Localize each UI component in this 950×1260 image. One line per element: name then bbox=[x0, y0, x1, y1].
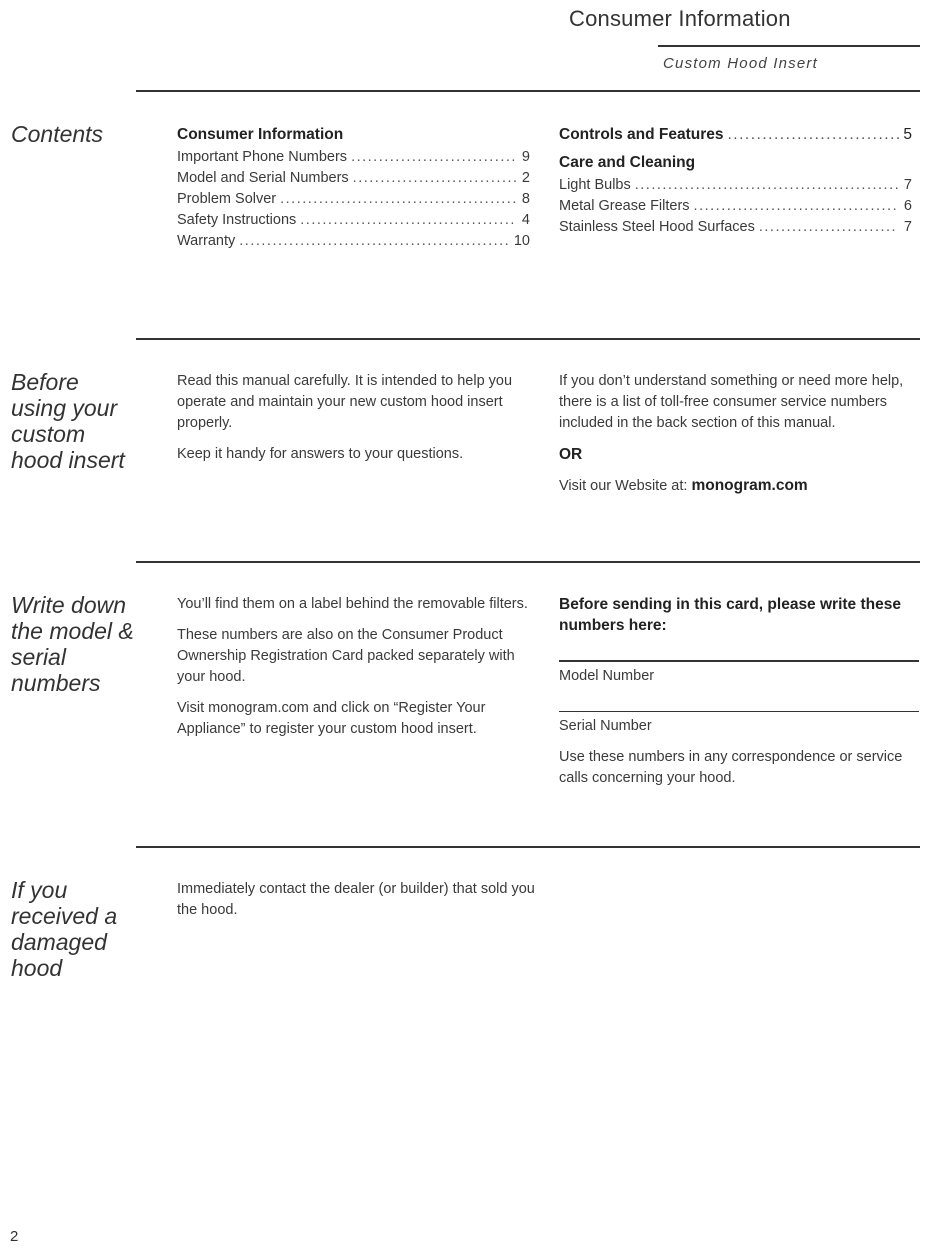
toc-leader bbox=[239, 231, 510, 252]
header-divider bbox=[658, 45, 920, 47]
toc-item-page: 7 bbox=[903, 219, 912, 235]
toc-item-label: Important Phone Numbers bbox=[177, 149, 348, 165]
toc-item-page: 10 bbox=[513, 233, 530, 249]
before-using-left-column bbox=[177, 371, 527, 475]
paragraph: Keep it handy for answers to your questions. bbox=[177, 446, 464, 462]
section-divider-contents bbox=[136, 90, 920, 92]
toc-item[interactable] bbox=[177, 147, 530, 168]
toc-item-label: Light Bulbs bbox=[559, 177, 631, 193]
toc-leader bbox=[351, 147, 516, 168]
model-number-label: Model Number bbox=[559, 667, 655, 684]
toc-item[interactable] bbox=[177, 168, 530, 189]
toc-item-page: 6 bbox=[903, 198, 912, 214]
page-number: 2 bbox=[10, 1228, 19, 1245]
section-divider-damaged bbox=[136, 846, 920, 848]
paragraph: Use these numbers in any correspondence or service calls concerning your hood. bbox=[559, 749, 903, 786]
section-title-write-down: Write down the model & serial numbers bbox=[11, 592, 134, 696]
toc-item[interactable] bbox=[177, 189, 530, 210]
section-title-before-using: Before using your custom hood insert bbox=[11, 369, 125, 473]
toc-item-page: 9 bbox=[521, 149, 530, 165]
toc-item-page: 7 bbox=[903, 177, 912, 193]
toc-item-label: Warranty bbox=[177, 233, 236, 249]
website-link[interactable]: monogram.com bbox=[691, 477, 808, 494]
toc-item[interactable] bbox=[177, 231, 530, 252]
paragraph: These numbers are also on the Consumer Product Ownership Registration Card packed separately with your hood. bbox=[177, 627, 515, 685]
write-numbers-heading: Before sending in this card, please write these numbers here: bbox=[559, 596, 901, 634]
page-header-subtitle: Custom Hood Insert bbox=[663, 55, 818, 72]
toc-item-page: 2 bbox=[521, 170, 530, 186]
paragraph: Read this manual carefully. It is intended to help you operate and maintain your new custom hood insert properly. bbox=[177, 373, 513, 431]
section-title-contents: Contents bbox=[11, 121, 104, 147]
section-title-damaged: If you received a damaged hood bbox=[11, 877, 118, 981]
write-down-left-column bbox=[177, 594, 532, 750]
toc-leader bbox=[300, 210, 516, 231]
paragraph: If you don’t understand something or need more help, there is a list of toll-free consumer service numbers included in the back section of this manual. bbox=[559, 373, 904, 431]
toc-item[interactable] bbox=[559, 196, 912, 217]
toc-item-page: 4 bbox=[521, 212, 530, 228]
write-down-right-column bbox=[559, 594, 919, 799]
paragraph: Visit monogram.com and click on “Register Your Appliance” to register your custom hood insert. bbox=[177, 700, 486, 737]
website-line bbox=[559, 475, 919, 497]
or-label: OR bbox=[559, 446, 583, 463]
toc-item-label: Stainless Steel Hood Surfaces bbox=[559, 219, 755, 235]
toc-item-page: 5 bbox=[903, 126, 912, 143]
contents-left-column bbox=[177, 124, 530, 252]
toc-item-label: Safety Instructions bbox=[177, 212, 297, 228]
paragraph: Immediately contact the dealer (or builder) that sold you the hood. bbox=[177, 881, 535, 918]
toc-item-label: Model and Serial Numbers bbox=[177, 170, 349, 186]
section-divider-before-using bbox=[136, 338, 920, 340]
toc-item-label: Problem Solver bbox=[177, 191, 277, 207]
contents-right-column bbox=[559, 124, 912, 238]
toc-leader bbox=[635, 175, 898, 196]
section-divider-write-down bbox=[136, 561, 920, 563]
website-prefix: Visit our Website at: bbox=[559, 478, 692, 494]
toc-heading-consumer-information: Consumer Information bbox=[177, 126, 344, 143]
toc-item-label: Metal Grease Filters bbox=[559, 198, 690, 214]
toc-item[interactable] bbox=[559, 217, 912, 238]
toc-heading-label: Controls and Features bbox=[559, 126, 724, 143]
toc-item-page: 8 bbox=[521, 191, 530, 207]
toc-heading-care-cleaning: Care and Cleaning bbox=[559, 154, 696, 171]
paragraph: You’ll find them on a label behind the removable filters. bbox=[177, 596, 528, 612]
toc-heading-controls-features[interactable] bbox=[559, 124, 912, 148]
toc-leader bbox=[694, 196, 898, 217]
page-header-title: Consumer Information bbox=[569, 6, 791, 31]
model-number-line[interactable] bbox=[559, 660, 919, 662]
toc-leader bbox=[353, 168, 516, 189]
serial-number-label: Serial Number bbox=[559, 718, 652, 734]
toc-leader bbox=[759, 217, 898, 238]
before-using-right-column bbox=[559, 371, 919, 507]
toc-leader bbox=[728, 124, 900, 145]
damaged-left-column bbox=[177, 879, 537, 931]
toc-leader bbox=[280, 189, 516, 210]
toc-item[interactable] bbox=[559, 175, 912, 196]
serial-number-line[interactable] bbox=[559, 711, 919, 713]
toc-item[interactable] bbox=[177, 210, 530, 231]
